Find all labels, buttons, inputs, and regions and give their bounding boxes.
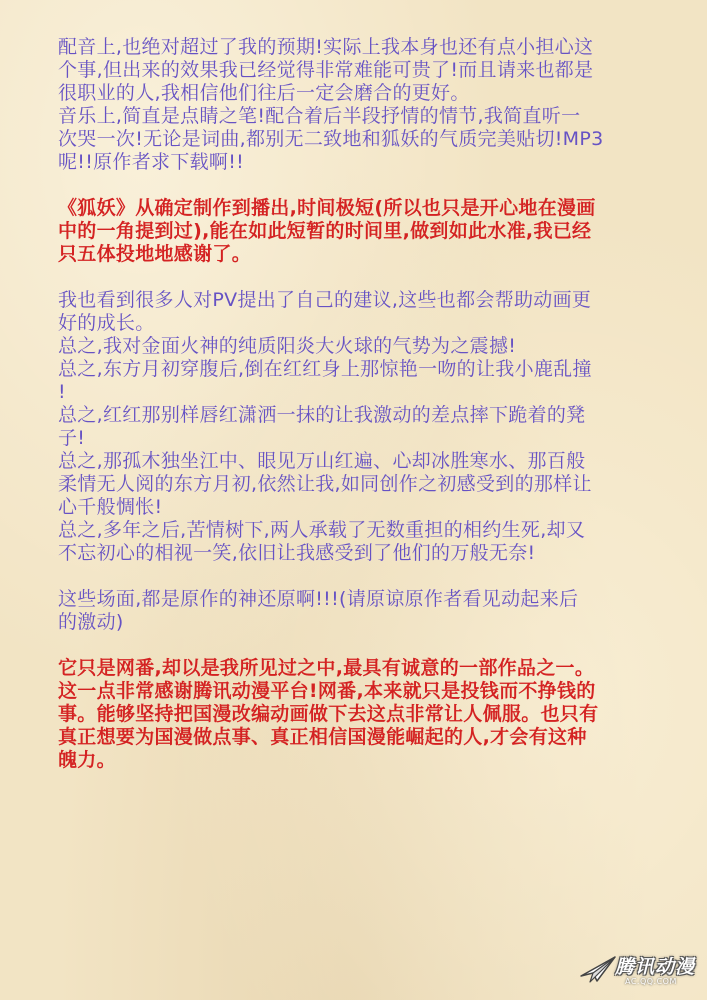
- watermark-name: 腾讯动漫: [615, 956, 696, 978]
- text-line: 不忘初心的相视一笑,依旧让我感受到了他们的万般无奈!: [58, 542, 536, 564]
- paragraph-spacer: [58, 634, 658, 657]
- text-line: 这些场面,都是原作的神还原啊!!!(请原谅原作者看见动起来后: [58, 588, 579, 610]
- text-line: 配音上,也绝对超过了我的预期!实际上我本身也还有点小担心这: [58, 36, 594, 58]
- text-line: 柔情无人阅的东方月初,依然让我,如同创作之初感受到的那样让: [58, 473, 592, 495]
- text-line: 它只是网番,却以是我所见过之中,最具有诚意的一部作品之一。: [58, 657, 595, 679]
- paragraph-spacer: [58, 174, 658, 197]
- text-line: 很职业的人,我相信他们往后一定会磨合的更好。: [58, 82, 470, 104]
- text-line: 我也看到很多人对PV提出了自己的建议,这些也都会帮助动画更: [58, 289, 592, 311]
- text-line: !: [58, 381, 66, 403]
- text-line: 总之,我对金面火神的纯质阳炎大火球的气势为之震撼!: [58, 335, 517, 357]
- text-line: 音乐上,简直是点睛之笔!配合着后半段抒情的情节,我简直听一: [58, 105, 581, 127]
- text-line: 只五体投地地感谢了。: [58, 243, 252, 265]
- text-line: 总之,东方月初穿腹后,倒在红红身上那惊艳一吻的让我小鹿乱撞: [58, 358, 592, 380]
- text-line: 子!: [58, 427, 86, 449]
- text-line: 心千般惆怅!: [58, 496, 163, 518]
- text-line: 《狐妖》从确定制作到播出,时间极短(所以也只是开心地在漫画: [58, 197, 596, 219]
- text-line: 总之,多年之后,苦情树下,两人承载了无数重担的相约生死,却又: [58, 519, 586, 541]
- text-line: 好的成长。: [58, 312, 155, 334]
- paragraph-thanks-platform: [58, 657, 658, 772]
- text-line: 总之,红红那别样唇红潇洒一抹的让我激动的差点摔下跪着的凳: [58, 404, 586, 426]
- paragraph-spacer: [58, 565, 658, 588]
- text-line: 中的一角提到过),能在如此短暂的时间里,做到如此水准,我已经: [58, 220, 592, 242]
- text-line: 真正想要为国漫做点事、真正相信国漫能崛起的人,才会有这种: [58, 726, 587, 748]
- text-line: 个事,但出来的效果我已经觉得非常难能可贵了!而且请来也都是: [58, 59, 594, 81]
- text-line: 的激动): [58, 611, 124, 633]
- paragraph-dubbing-music: [58, 36, 658, 174]
- paragraph-production-time: [58, 197, 658, 266]
- watermark-url: AC.QQ.COM: [625, 977, 677, 986]
- text-line: 次哭一次!无论是词曲,都别无二致地和狐妖的气质完美贴切!MP3: [58, 128, 604, 150]
- text-line: 事。能够坚持把国漫改编动画做下去这点非常让人佩服。也只有: [58, 703, 599, 725]
- watermark: [579, 950, 697, 992]
- paper-plane-logo-icon: [579, 954, 617, 984]
- paragraph-scenes: [58, 289, 658, 565]
- text-line: 这一点非常感谢腾讯动漫平台!网番,本来就只是投钱而不挣钱的: [58, 680, 596, 702]
- paragraph-faithful-adaptation: [58, 588, 658, 634]
- text-content: [58, 36, 658, 772]
- paragraph-spacer: [58, 266, 658, 289]
- text-line: 总之,那孤木独坐江中、眼见万山红遍、心却冰胜寒水、那百般: [58, 450, 586, 472]
- text-line: 魄力。: [58, 749, 116, 771]
- text-line: 呢!!原作者求下载啊!!: [58, 151, 245, 173]
